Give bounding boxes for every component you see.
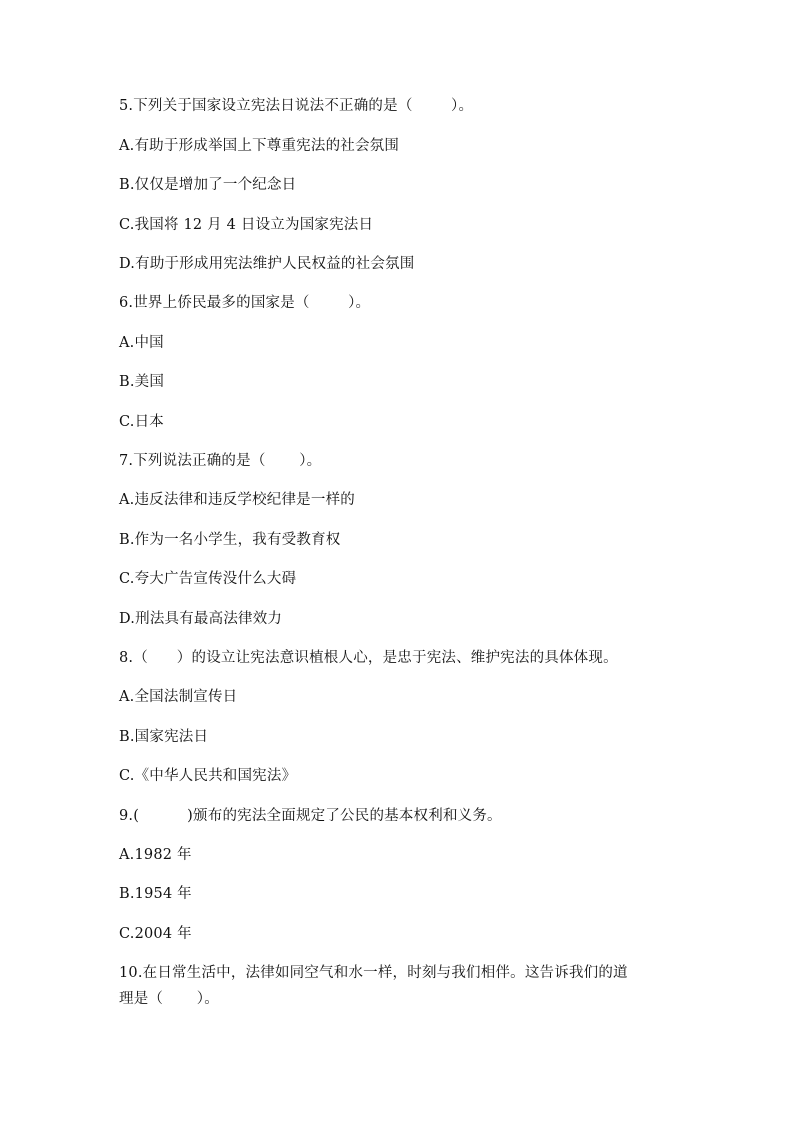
question-9-option-a: A.1982 年 bbox=[119, 847, 192, 863]
question-7-stem: 7.下列说法正确的是（ ）。 bbox=[119, 453, 322, 469]
question-8-option-c: C.《中华人民共和国宪法》 bbox=[119, 768, 297, 784]
question-6-option-a: A.中国 bbox=[119, 335, 164, 351]
question-8-option-a: A.全国法制宣传日 bbox=[119, 689, 238, 705]
question-7-option-c: C.夸大广告宣传没什么大碍 bbox=[119, 571, 297, 587]
question-5-stem: 5.下列关于国家设立宪法日说法不正确的是（ ）。 bbox=[119, 98, 474, 114]
question-5-option-a: A.有助于形成举国上下尊重宪法的社会氛围 bbox=[119, 138, 400, 154]
question-6-option-b: B.美国 bbox=[119, 374, 165, 390]
question-8-stem: 8.（ ）的设立让宪法意识植根人心，是忠于宪法、维护宪法的具体体现。 bbox=[119, 650, 618, 666]
question-7-option-d: D.刑法具有最高法律效力 bbox=[119, 611, 283, 627]
question-5-option-d: D.有助于形成用宪法维护人民权益的社会氛围 bbox=[119, 256, 415, 272]
question-10-stem: 10.在日常生活中，法律如同空气和水一样，时刻与我们相伴。这告诉我们的道 bbox=[119, 965, 628, 981]
question-9-option-b: B.1954 年 bbox=[119, 886, 192, 902]
question-7-option-b: B.作为一名小学生，我有受教育权 bbox=[119, 532, 341, 548]
question-5-option-c: C.我国将 12 月 4 日设立为国家宪法日 bbox=[119, 217, 374, 233]
question-5-option-b: B.仅仅是增加了一个纪念日 bbox=[119, 177, 297, 193]
question-8-option-b: B.国家宪法日 bbox=[119, 729, 209, 745]
question-9-option-c: C.2004 年 bbox=[119, 926, 192, 942]
question-10-stem-continued: 理是（ ）。 bbox=[119, 991, 219, 1007]
question-9-stem: 9.( )颁布的宪法全面规定了公民的基本权利和义务。 bbox=[119, 808, 502, 824]
question-6-stem: 6.世界上侨民最多的国家是（ ）。 bbox=[119, 295, 371, 311]
question-6-option-c: C.日本 bbox=[119, 414, 164, 430]
question-7-option-a: A.违反法律和违反学校纪律是一样的 bbox=[119, 492, 355, 508]
